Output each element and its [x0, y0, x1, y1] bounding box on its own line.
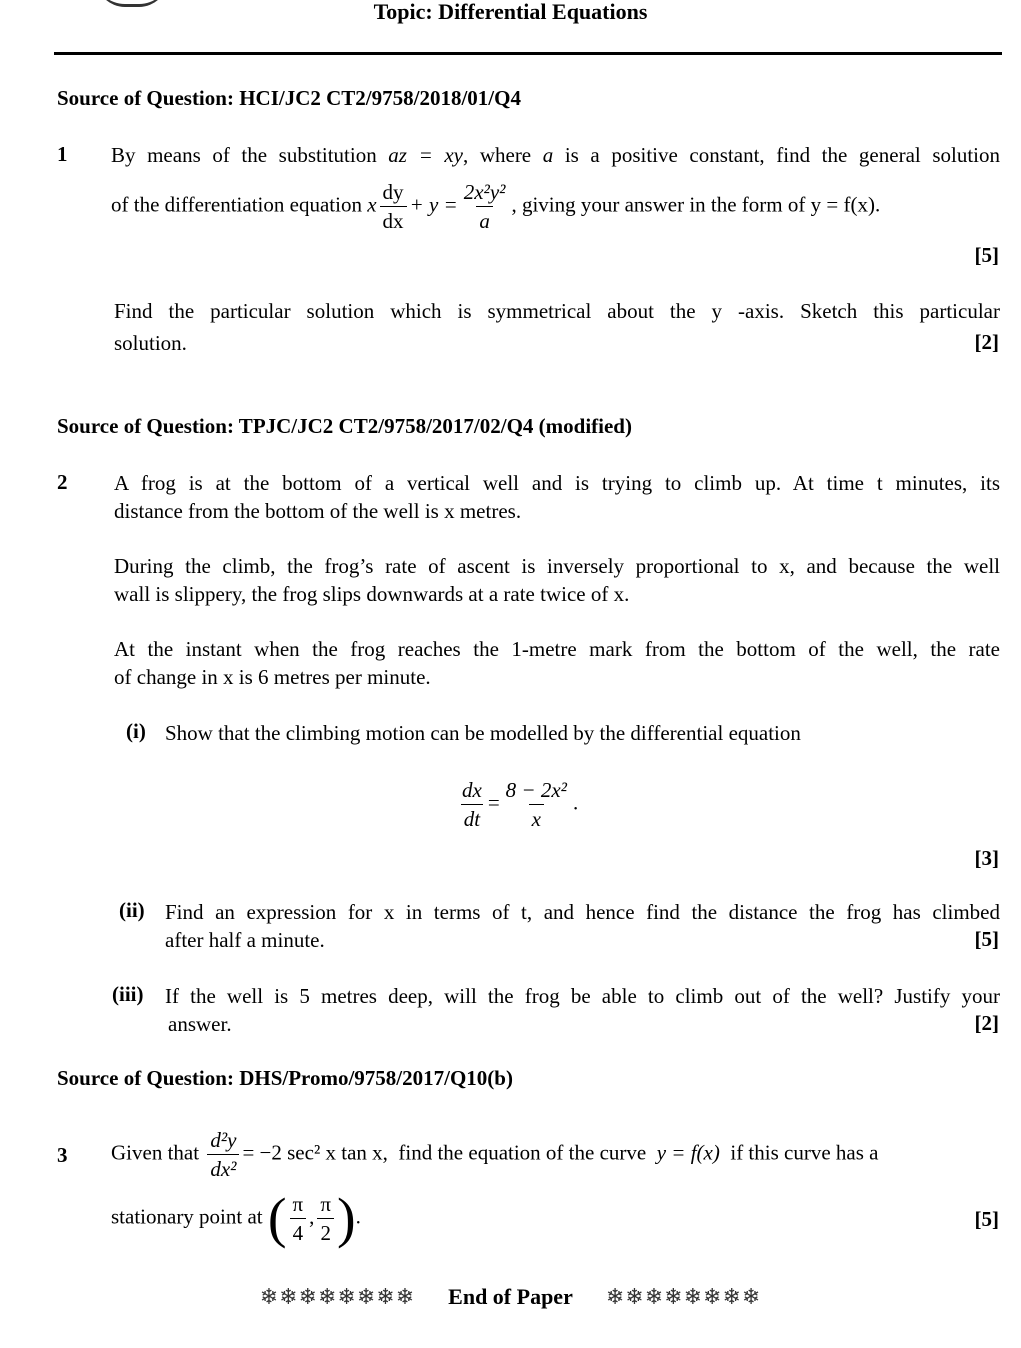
q2-differential-equation: $\frac{dx}{dt}$ = $\frac{\text{8 − 2x²}}{x}$ .	[462, 778, 579, 831]
q1-number: 1	[57, 142, 68, 166]
q1-dy-dx-fraction: $\frac{dy}{dx}$	[380, 178, 407, 235]
q1-line1: By means of the substitution az = xy, where a is a positive constant, find the general solution	[111, 143, 1000, 167]
q2-part-i-label: (i)	[126, 719, 146, 743]
q2-number: 2	[57, 470, 68, 494]
q2-para1-line1: A frog is at the bottom of a vertical well and is trying to climb up. At time t minutes, its	[114, 471, 1000, 495]
q2-part-iii-line1: If the well is 5 metres deep, will the frog be able to climb out of the well? Justify your	[165, 984, 1000, 1008]
q2-mark-iii: [2]	[974, 1011, 999, 1035]
q1-part2-line2: solution.	[114, 331, 187, 355]
q1-mark-2: [2]	[974, 330, 999, 354]
q2-part-ii-label: (ii)	[119, 898, 145, 922]
q3-second-derivative: $\frac{\text{d²y}}{\text{dx²}}$	[207, 1126, 239, 1183]
q2-part-iii-line2: answer.	[168, 1012, 232, 1036]
q2-part-i-text: Show that the climbing motion can be modelled by the differential equation	[165, 721, 801, 745]
q2-part-ii-line2: after half a minute.	[165, 928, 325, 952]
end-text: End of Paper	[448, 1284, 573, 1309]
stars-right: ❄❄❄❄❄❄❄❄	[605, 1284, 762, 1309]
stars-left: ❄❄❄❄❄❄❄❄	[259, 1284, 416, 1309]
q1-line2: of the differentiation equation x $\frac{dy}{dx}$ + y = $\frac{\text{2x²y²}}{a}$ , giving your answer in the form of y = f(x).	[111, 180, 881, 233]
q1-substitution: az = xy	[388, 143, 463, 167]
q3-mark: [5]	[974, 1207, 999, 1231]
q1-source: Source of Question: HCI/JC2 CT2/9758/2018/01/Q4	[57, 86, 521, 110]
header-rule	[54, 52, 1002, 55]
q2-para1-line2: distance from the bottom of the well is x metres.	[114, 499, 522, 523]
q2-source: Source of Question: TPJC/JC2 CT2/9758/2017/02/Q4 (modified)	[57, 414, 632, 438]
q2-para2-line1: During the climb, the frog’s rate of ascent is inversely proportional to x, and because the well	[114, 554, 1000, 578]
q2-para3-line2: of change in x is 6 metres per minute.	[114, 665, 431, 689]
q1-rhs-fraction: $\frac{\text{2x²y²}}{a}$	[463, 180, 506, 233]
q2-mark-ii: [5]	[974, 927, 999, 951]
q1-answer-form: y = f(x).	[810, 192, 881, 217]
q3-number: 3	[57, 1143, 68, 1167]
page-title: Topic: Differential Equations	[373, 0, 648, 24]
q2-mark-i: [3]	[974, 846, 999, 870]
q3-line2: stationary point at ( $\frac{\pi}{4}$ , $\frac{\pi}{2}$ ).	[111, 1187, 361, 1250]
q1-mark-5: [5]	[974, 243, 999, 267]
end-of-paper	[0, 1284, 1021, 1310]
q3-line1: Given that $\frac{\text{d²y}}{\text{dx²}}$ = −2 sec² x tan x, find the equation of the curve y = f(x) if this curve has a	[111, 1128, 879, 1181]
q1-part2-line1: Find the particular solution which is symmetrical about the y -axis. Sketch this particular	[114, 299, 1000, 323]
q2-para2-line2: wall is slippery, the frog slips downwards at a rate twice of x.	[114, 582, 630, 606]
q2-part-ii-line1: Find an expression for x in terms of t, and hence find the distance the frog has climbed	[165, 900, 1000, 924]
q3-source: Source of Question: DHS/Promo/9758/2017/Q10(b)	[57, 1066, 513, 1090]
q2-para3-line1: At the instant when the frog reaches the 1-metre mark from the bottom of the well, the rate	[114, 637, 1000, 661]
q2-part-iii-label: (iii)	[112, 982, 144, 1006]
